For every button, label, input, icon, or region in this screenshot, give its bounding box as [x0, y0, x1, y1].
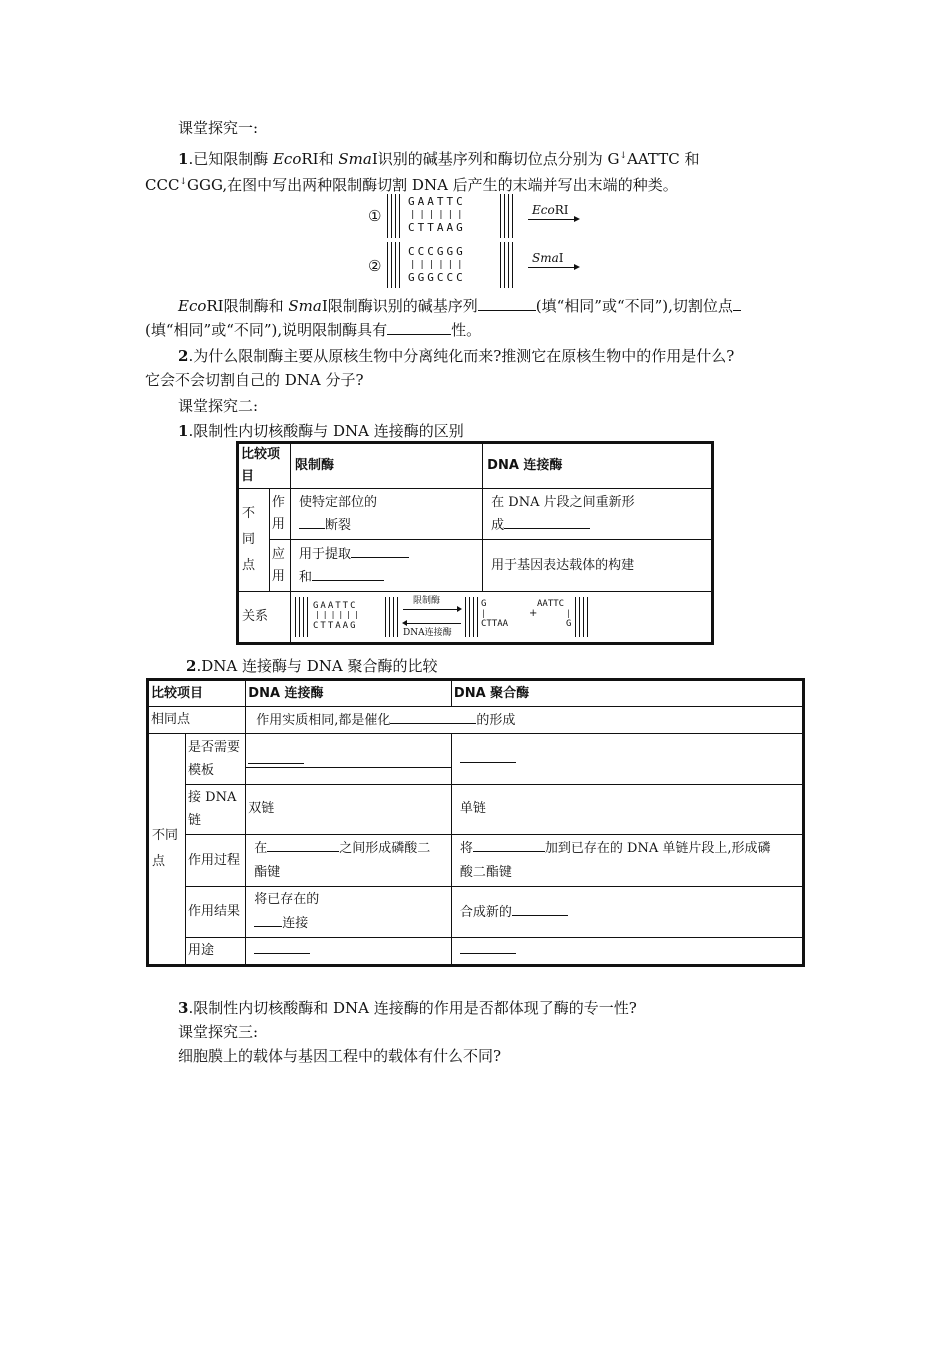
- label-need-template: 是否需要模板: [186, 734, 246, 784]
- label-connect-dna-strand: 接 DNA 链: [186, 784, 246, 834]
- table-ligase-vs-polymerase: [146, 678, 805, 967]
- answer-blank-polymerase-usage[interactable]: [460, 939, 516, 954]
- question1-line2: CCC↓GGG,在图中写出两种限制酶切割 DNA 后产生的末端并写出末端的种类。: [145, 176, 678, 194]
- section2-heading: 课堂探究二:: [178, 397, 259, 415]
- cell-restriction-function: 使特定部位的 断裂: [290, 489, 482, 540]
- cell-polymerase-strand: 单链: [451, 784, 803, 834]
- cell-restriction-application: 用于提取 和: [290, 540, 482, 592]
- answer-blank-catalyze[interactable]: [390, 709, 476, 724]
- cell-same-point: 作用实质相同,都是催化 的形成: [246, 707, 804, 734]
- label-application: 应用: [269, 540, 290, 592]
- answer-blank-property[interactable]: [387, 320, 451, 335]
- answer-blank-and[interactable]: [312, 566, 384, 581]
- smai-bottom-strand: GGGCCC: [408, 271, 466, 284]
- section3-heading: 课堂探究三:: [178, 1023, 259, 1041]
- rel-bottom-strand: CTTAAG: [312, 621, 358, 631]
- cell-ligase-process: 在 之间形成磷酸二 酯键: [246, 835, 452, 887]
- rel-plus: +: [528, 608, 538, 619]
- label-function: 作用: [269, 489, 290, 540]
- cell-ligase-result: 将已存在的 连接: [246, 887, 452, 937]
- rel-label-restriction: 限制酶: [412, 596, 440, 606]
- table1-title: 1.限制性内切核酸酶与 DNA 连接酶的区别: [178, 422, 464, 440]
- label-same-point: 相同点: [148, 707, 246, 734]
- figure-number-1: ①: [368, 207, 382, 225]
- smai-bonds: ||||||: [410, 260, 467, 270]
- header-dna-polymerase: DNA 聚合酶: [451, 680, 803, 707]
- label-process: 作用过程: [186, 835, 246, 887]
- answer-blank-polymerase-template[interactable]: [460, 748, 516, 763]
- cell-relationship-diagram: GAATTC |||||| CTTAAG 限制酶 DNA连接酶 G | CTTAA + AATTC | G: [290, 592, 712, 644]
- fill-line-2: (填“相同”或“不同”),说明限制酶具有 性。: [145, 321, 482, 339]
- figure-number-2: ②: [368, 257, 382, 275]
- header-restriction-enzyme: 限制酶: [290, 443, 482, 489]
- cell-ligase-function: 在 DNA 片段之间重新形 成: [483, 489, 713, 540]
- rel-top-strand: GAATTC: [312, 601, 358, 611]
- answer-blank-polymerase-result[interactable]: [512, 901, 568, 916]
- header-compare-item-2: 比较项目: [148, 680, 246, 707]
- label-usage: 用途: [186, 937, 246, 965]
- label-difference: 不同点: [238, 489, 270, 592]
- rel-label-ligase: DNA连接酶: [402, 628, 452, 638]
- ecori-top-strand: GAATTC: [408, 195, 466, 208]
- cell-polymerase-process: 将 加到已存在的 DNA 单链片段上,形成磷 酸二酯键: [451, 835, 803, 887]
- table2-title: 2.DNA 连接酶与 DNA 聚合酶的比较: [186, 657, 438, 675]
- cell-polymerase-template: [451, 734, 803, 784]
- header-dna-ligase: DNA 连接酶: [483, 443, 713, 489]
- smai-top-strand: CCCGGG: [408, 245, 466, 258]
- answer-blank-polymerase-add[interactable]: [473, 837, 545, 852]
- rel-fragment1-bottom: CTTAA: [480, 619, 509, 629]
- cell-ligase-strand: 双链: [246, 784, 452, 834]
- answer-blank-bond[interactable]: [299, 514, 325, 529]
- table-restriction-vs-ligase: [236, 441, 714, 645]
- ecori-enzyme-label: EcoRⅠ: [532, 203, 569, 217]
- header-compare-item: 比较项目: [238, 443, 291, 489]
- answer-blank-ligase-bond[interactable]: [504, 514, 590, 529]
- smai-enzyme-label: SmaⅠ: [532, 251, 564, 265]
- cell-ligase-template: [246, 734, 452, 784]
- ecori-bonds: ||||||: [410, 210, 467, 220]
- cell-ligase-application: 用于基因表达载体的构建: [483, 540, 713, 592]
- answer-blank-cut-site[interactable]: [733, 296, 741, 311]
- question1-line1: 1.已知限制酶 EcoRⅠ和 SmaⅠ识别的碱基序列和酶切位点分别为 G↓AATTC 和: [178, 150, 700, 168]
- fill-line-1: EcoRⅠ限制酶和 SmaⅠ限制酶识别的碱基序列 (填“相同”或“不同”),切割位点: [178, 296, 741, 316]
- cell-polymerase-usage: [451, 937, 803, 965]
- rel-fragment2-top: AATTC: [536, 599, 565, 609]
- label-result: 作用结果: [186, 887, 246, 937]
- header-dna-ligase-2: DNA 连接酶: [246, 680, 452, 707]
- section3-question: 细胞膜上的载体与基因工程中的载体有什么不同?: [178, 1047, 502, 1065]
- answer-blank-ligase-usage[interactable]: [254, 939, 310, 954]
- ecori-bottom-strand: CTTAAG: [408, 221, 466, 234]
- cell-polymerase-result: 合成新的: [451, 887, 803, 937]
- answer-blank-ligase-template[interactable]: [248, 749, 304, 764]
- rel-fragment2-bottom: G: [565, 619, 572, 629]
- answer-blank-ligase-result[interactable]: [254, 912, 282, 927]
- section1-heading: 课堂探究一:: [178, 119, 259, 137]
- answer-blank-sequence[interactable]: [478, 296, 536, 311]
- answer-blank-extract[interactable]: [351, 543, 409, 558]
- answer-blank-ligase-between[interactable]: [267, 837, 339, 852]
- question2-line1: 2.为什么限制酶主要从原核生物中分离纯化而来?推测它在原核生物中的作用是什么?: [178, 347, 735, 365]
- question3: 3.限制性内切核酸酶和 DNA 连接酶的作用是否都体现了酶的专一性?: [178, 999, 637, 1017]
- label-relationship: 关系: [238, 592, 291, 644]
- question2-line2: 它会不会切割自己的 DNA 分子?: [145, 371, 364, 389]
- label-difference-2: 不同点: [148, 734, 186, 966]
- rel-fragment1-top: G: [480, 599, 487, 609]
- cell-ligase-usage: [246, 937, 452, 965]
